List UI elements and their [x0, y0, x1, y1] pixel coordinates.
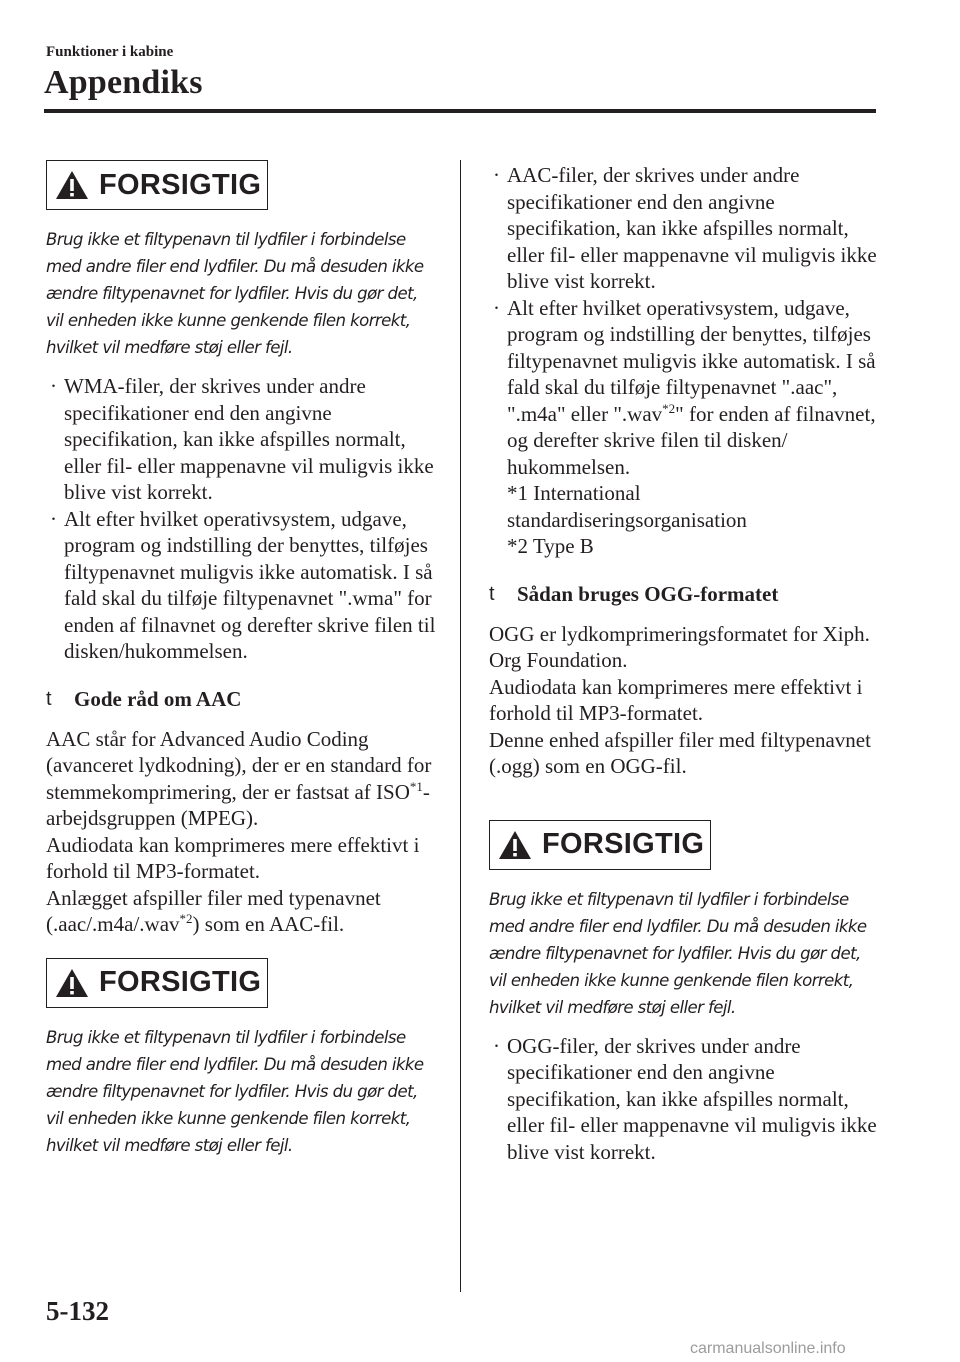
heading-marker: t	[489, 582, 495, 605]
caution-label: FORSIGTIG	[99, 966, 262, 998]
bullet-dot: ·	[493, 295, 500, 320]
list-item: · Alt efter hvilket operativsystem, udgave, program og indstilling der benyttes, tilføjes filtypenavnet muligvis ikke automatisk. I så fald skal du tilføje filtypenavnet ".aac", ".m4a" eller ".wav$^{*2}$" for enden af filnavnet, og derefter skrive filen til disken/ hukommelsen. *1 International standardiseringsorganisation *2 Type B	[489, 295, 881, 560]
watermark: carmanualsonline.info	[690, 1340, 846, 1357]
bullet-dot: ·	[493, 1033, 500, 1058]
right-column	[489, 160, 881, 1165]
ogg-bullet-list	[489, 1033, 881, 1166]
footnote-2: *2 Type B	[507, 534, 594, 558]
paragraph: OGG er lydkomprimeringsformatet for Xiph. Org Foundation.	[489, 621, 870, 672]
section-kicker: Funktioner i kabine	[46, 44, 174, 60]
wma-bullet-list	[46, 373, 438, 665]
caution-text: Brug ikke et filtypenavn til lydfiler i forbindelse med andre filer end lydfiler. Du må desuden ikke ændre filtypenavnet for lydfiler. Hvis du gør det, vil enheden ikke kunne genkende filen korrekt, hvilket vil medføre støj eller fejl.	[46, 1027, 424, 1155]
ogg-body	[489, 621, 881, 780]
footnote-1: *1 International standardiseringsorganisation	[507, 481, 747, 532]
caution-text: Brug ikke et filtypenavn til lydfiler i forbindelse med andre filer end lydfiler. Du må desuden ikke ændre filtypenavnet for lydfiler. Hvis du gør det, vil enheden ikke kunne genkende filen korrekt, hvilket vil medføre støj eller fejl.	[46, 230, 424, 357]
paragraph: Anlægget afspiller filer med typenavnet (.aac/.m4a/.wav$^{*2}$) som en AAC-fil.	[46, 885, 381, 936]
caution-label: FORSIGTIG	[542, 828, 705, 860]
warning-triangle-icon	[55, 968, 89, 998]
bullet-dot: ·	[50, 374, 57, 398]
caution-box	[46, 958, 268, 1008]
caution-label: FORSIGTIG	[99, 168, 262, 201]
page-number: 5-132	[46, 1296, 109, 1326]
list-item: · WMA-filer, der skrives under andre specifikationer end den angivne specifikation, kan ikke afspilles normalt, eller fil- eller mappenavne vil muligvis ikke blive vist korrekt.	[50, 374, 434, 504]
heading-marker: t	[46, 687, 52, 710]
paragraph: AAC står for Advanced Audio Coding (avanceret lydkodning), der er en standard for stemmekomprimering, der er fastsat af ISO$^{*1}$-arbejdsgruppen (MPEG).	[46, 726, 432, 830]
caution-box	[46, 160, 268, 210]
paragraph: Audiodata kan komprimeres mere effektivt i forhold til MP3-formatet.	[489, 674, 863, 725]
aac-heading-text: Gode råd om AAC	[74, 686, 242, 711]
header-rule	[44, 109, 876, 113]
warning-triangle-icon	[498, 830, 532, 860]
left-column	[46, 160, 438, 1159]
bullet-dot: ·	[493, 163, 500, 187]
column-divider	[460, 160, 461, 1292]
paragraph: Denne enhed afspiller filer med filtypenavnet (.ogg) som en OGG-fil.	[489, 727, 871, 778]
aac-body	[46, 726, 438, 938]
caution-wrap	[46, 958, 438, 1008]
aac-bullet-list	[489, 162, 881, 560]
list-item: · OGG-filer, der skrives under andre specifikationer end den angivne specifikation, kan ikke afspilles normalt, eller fil- eller mappenavne vil muligvis ikke blive vist korrekt.	[493, 1033, 877, 1164]
list-item: · Alt efter hvilket operativsystem, udgave, program og indstilling der benyttes, tilføjes filtypenavnet muligvis ikke automatisk. I så fald skal du tilføje filtypenavnet ".wma" for enden af filnavnet og derefter skrive filen til disken/hukommelsen.	[50, 506, 436, 663]
ogg-heading	[489, 582, 881, 607]
list-item: · AAC-filer, der skrives under andre specifikationer end den angivne specifikation, kan ikke afspilles normalt, eller fil- eller mappenavne vil muligvis ikke blive vist korrekt.	[493, 163, 877, 293]
warning-triangle-icon	[55, 170, 89, 200]
bullet-dot: ·	[50, 506, 57, 531]
aac-heading	[46, 687, 438, 712]
caution-wrap	[489, 820, 881, 870]
caution-box	[489, 820, 711, 870]
ogg-heading-text: Sådan bruges OGG-formatet	[517, 581, 779, 606]
caution-text: Brug ikke et filtypenavn til lydfiler i forbindelse med andre filer end lydfiler. Du må desuden ikke ændre filtypenavnet for lydfiler. Hvis du gør det, vil enheden ikke kunne genkende filen korrekt, hvilket vil medføre støj eller fejl.	[489, 889, 867, 1017]
paragraph: Audiodata kan komprimeres mere effektivt i forhold til MP3-formatet.	[46, 832, 420, 883]
page-title: Appendiks	[44, 64, 203, 101]
